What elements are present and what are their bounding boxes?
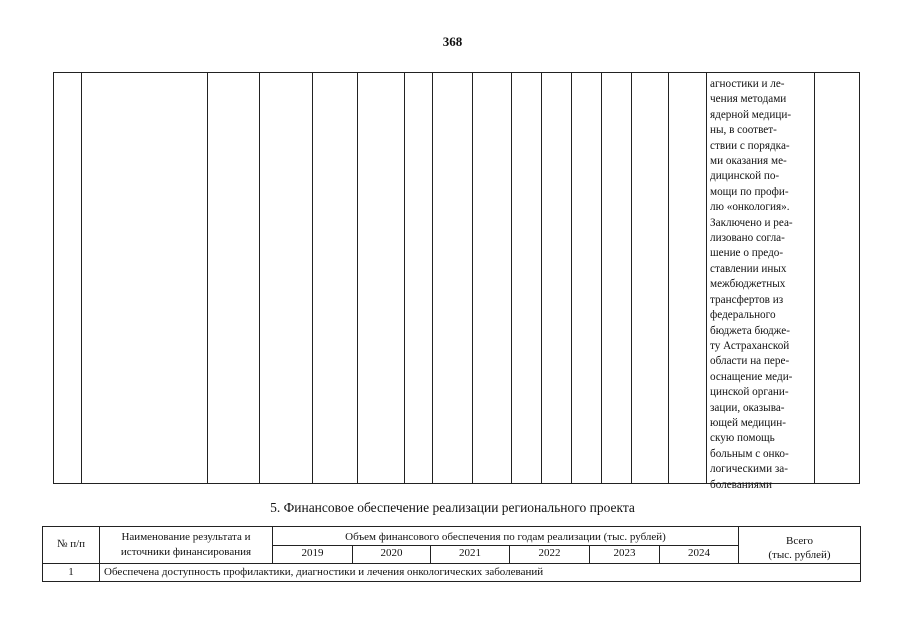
cell-line: трансфертов из	[710, 293, 784, 306]
column-divider	[601, 73, 602, 483]
finance-table	[42, 526, 861, 582]
column-divider	[207, 73, 208, 483]
cell-line: дицинской по-	[710, 170, 780, 183]
cell-line: агностики и ле-	[710, 78, 785, 90]
cell-line: скую помощь	[710, 432, 775, 445]
column-divider	[404, 73, 405, 483]
cell-line: ядерной медици-	[710, 108, 792, 121]
column-header-name-line2: источники финансирования	[120, 546, 252, 558]
section-heading: 5. Финансовое обеспечение реализации регионального проекта	[270, 500, 635, 515]
table-row-number: 1	[68, 566, 74, 578]
cell-line: больным с онко-	[710, 447, 789, 460]
year-header: 2019	[301, 547, 324, 559]
cell-line: федерального	[710, 309, 776, 322]
cell-line: ющей медицин-	[710, 416, 786, 429]
column-header-number: № п/п	[56, 538, 86, 550]
column-divider	[432, 73, 433, 483]
year-header: 2024	[688, 547, 710, 559]
column-divider	[357, 73, 358, 483]
column-divider	[631, 73, 632, 483]
cell-line: шение о предо-	[710, 247, 784, 260]
column-divider	[706, 73, 707, 483]
cell-line: области на пере-	[710, 355, 790, 368]
cell-line: болеваниями	[710, 478, 772, 491]
year-header: 2020	[380, 547, 403, 559]
year-header: 2021	[459, 547, 481, 559]
column-divider	[312, 73, 313, 483]
cell-line: ствии с порядка-	[710, 139, 790, 152]
cell-line: лю «онкология».	[710, 201, 790, 214]
column-divider	[668, 73, 669, 483]
cell-line: оснащение меди-	[710, 370, 793, 383]
cell-line: межбюджетных	[710, 278, 786, 291]
description-cell	[710, 77, 814, 493]
column-header-total-line2: (тыс. рублей)	[768, 549, 831, 561]
year-header: 2023	[613, 547, 636, 559]
cell-line: лизовано согла-	[710, 232, 785, 245]
column-header-volume: Объем финансового обеспечения по годам реализации (тыс. рублей)	[345, 531, 666, 543]
column-divider	[81, 73, 82, 483]
year-header: 2022	[538, 547, 561, 559]
column-divider	[814, 73, 815, 483]
continuation-table	[53, 72, 860, 491]
cell-line: Заключено и реа-	[710, 216, 793, 229]
page-number: 368	[442, 34, 463, 49]
column-divider	[511, 73, 512, 483]
column-header-total-line1: Всего	[786, 535, 813, 547]
cell-border	[43, 563, 860, 564]
cell-line: ми оказания ме-	[710, 155, 787, 168]
cell-line: цинской органи-	[710, 386, 789, 399]
table-row-text: Обеспечена доступность профилактики, диагностики и лечения онкологических заболеваний	[104, 566, 544, 578]
cell-line: мощи по профи-	[710, 185, 789, 198]
cell-line: ставлении иных	[710, 262, 787, 275]
cell-line: логическими за-	[710, 463, 788, 476]
column-divider	[259, 73, 260, 483]
cell-line: зации, оказыва-	[710, 401, 785, 414]
cell-line: ны, в соответ-	[710, 124, 777, 137]
column-divider	[472, 73, 473, 483]
column-divider	[571, 73, 572, 483]
column-divider	[541, 73, 542, 483]
column-header-name-line1: Наименование результата и	[121, 531, 251, 543]
cell-line: ту Астраханской	[710, 339, 790, 352]
cell-line: бюджета бюдже-	[710, 324, 790, 337]
cell-line: чения методами	[710, 93, 787, 106]
cell-border	[272, 545, 738, 546]
